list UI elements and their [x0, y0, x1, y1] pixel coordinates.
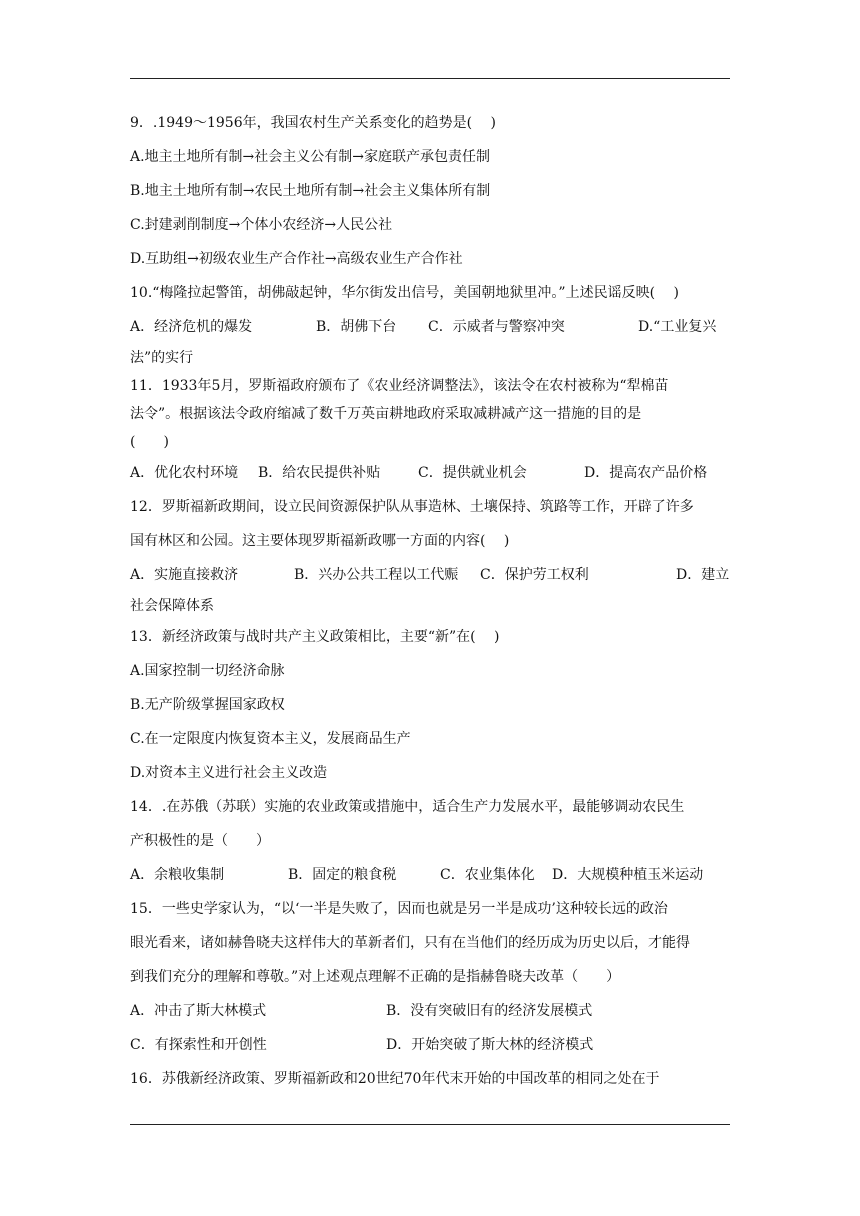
question-list: [130, 106, 730, 1096]
question-11-option-b: B．给农民提供补贴: [258, 465, 381, 481]
question-10-stem: 10.“梅隆拉起警笛，胡佛敲起钟，华尔街发出信号，美国朝地狱里冲。”上述民谣反映( ): [130, 285, 679, 301]
question-10-option-d: D.“工业复兴: [638, 319, 717, 335]
question-12-option-d: D．建立: [676, 567, 730, 583]
question-15-stem-line-1: 15．一些史学家认为，“以‘一半是失败了，因而也就是另一半是成功’这种较长远的政治: [130, 901, 668, 917]
question-12-option-c: C．保护劳工权利: [480, 567, 589, 583]
question-14-stem-line-2: 产积极性的是（ ）: [130, 833, 270, 849]
question-15-option-b: B．没有突破旧有的经济发展模式: [386, 1003, 593, 1019]
question-11-option-a: A．优化农村环境: [130, 465, 239, 481]
question-13-option-c: C.在一定限度内恢复资本主义，发展商品生产: [130, 731, 411, 747]
question-14-stem-line-1: 14．.在苏俄（苏联）实施的农业政策或措施中，适合生产力发展水平，最能够调动农民生: [130, 799, 685, 815]
question-12-options: [130, 558, 730, 592]
question-15-options-row-1: [130, 994, 730, 1028]
question-11-options: [130, 456, 730, 490]
question-16-stem: 16．苏俄新经济政策、罗斯福新政和20世纪70年代末开始的中国改革的相同之处在于: [130, 1071, 660, 1087]
question-15-stem-line-3: 到我们充分的理解和尊敬。”对上述观点理解不正确的是指赫鲁晓夫改革（ ）: [130, 969, 621, 985]
question-11-option-c: C．提供就业机会: [418, 465, 527, 481]
question-9-option-a: A.地主土地所有制→社会主义公有制→家庭联产承包责任制: [130, 149, 491, 165]
question-9-option-c: C.封建剥削制度→个体小农经济→人民公社: [130, 217, 393, 233]
question-10-option-b: B．胡佛下台: [316, 319, 397, 335]
question-11-option-d: D．提高农产品价格: [584, 465, 708, 481]
question-11-stem-line-1: 11．1933年5月，罗斯福政府颁布了《农业经济调整法》，该法令在农村被称为“犁棉苗: [130, 378, 669, 394]
question-10-options: [130, 310, 730, 344]
question-15-option-a: A．冲击了斯大林模式: [130, 1003, 267, 1019]
question-12-continuation: 社会保障体系: [130, 598, 214, 614]
question-15-option-d: D．开始突破了斯大林的经济模式: [386, 1037, 594, 1053]
question-9-option-b: B.地主土地所有制→农民土地所有制→社会主义集体所有制: [130, 183, 491, 199]
question-14-option-d: D．大规模种植玉米运动: [552, 867, 704, 883]
question-12-option-b: B．兴办公共工程以工代赈: [294, 567, 459, 583]
question-14-options: [130, 858, 730, 892]
question-14-option-b: B．固定的粮食税: [288, 867, 397, 883]
question-12-stem-line-2: 国有林区和公园。这主要体现罗斯福新政哪一方面的内容( ): [130, 533, 510, 549]
question-10-option-c: C．示威者与警察冲突: [428, 319, 565, 335]
question-14-option-a: A．余粮收集制: [130, 867, 225, 883]
footer-rule: [130, 1124, 730, 1125]
question-13-option-a: A.国家控制一切经济命脉: [130, 663, 285, 679]
question-11-stem-line-2: 法令”。根据该法令政府缩减了数千万英亩耕地政府采取减耕减产这一措施的目的是: [130, 406, 642, 422]
question-15-options-row-2: [130, 1028, 730, 1062]
question-15-option-c: C．有探索性和开创性: [130, 1037, 267, 1053]
question-10-continuation: 法”的实行: [130, 350, 194, 366]
question-10-option-a: A．经济危机的爆发: [130, 319, 253, 335]
question-13-option-d: D.对资本主义进行社会主义改造: [130, 765, 328, 781]
question-12-option-a: A．实施直接救济: [130, 567, 239, 583]
question-9-stem: 9．.1949～1956年，我国农村生产关系变化的趋势是( ): [130, 115, 496, 131]
question-13-option-b: B.无产阶级掌握国家政权: [130, 697, 285, 713]
header-rule: [130, 78, 730, 79]
question-15-stem-line-2: 眼光看来，诸如赫鲁晓夫这样伟大的革新者们，只有在当他们的经历成为历史以后，才能得: [130, 935, 690, 951]
question-12-stem-line-1: 12．罗斯福新政期间，设立民间资源保护队从事造林、土壤保持、筑路等工作，开辟了许多: [130, 499, 694, 515]
question-13-stem: 13．新经济政策与战时共产主义政策相比，主要“新”在( ): [130, 629, 500, 645]
question-14-option-c: C．农业集体化: [440, 867, 535, 883]
question-11-stem-line-3: ( ): [130, 434, 169, 450]
question-9-option-d: D.互助组→初级农业生产合作社→高级农业生产合作社: [130, 251, 463, 267]
